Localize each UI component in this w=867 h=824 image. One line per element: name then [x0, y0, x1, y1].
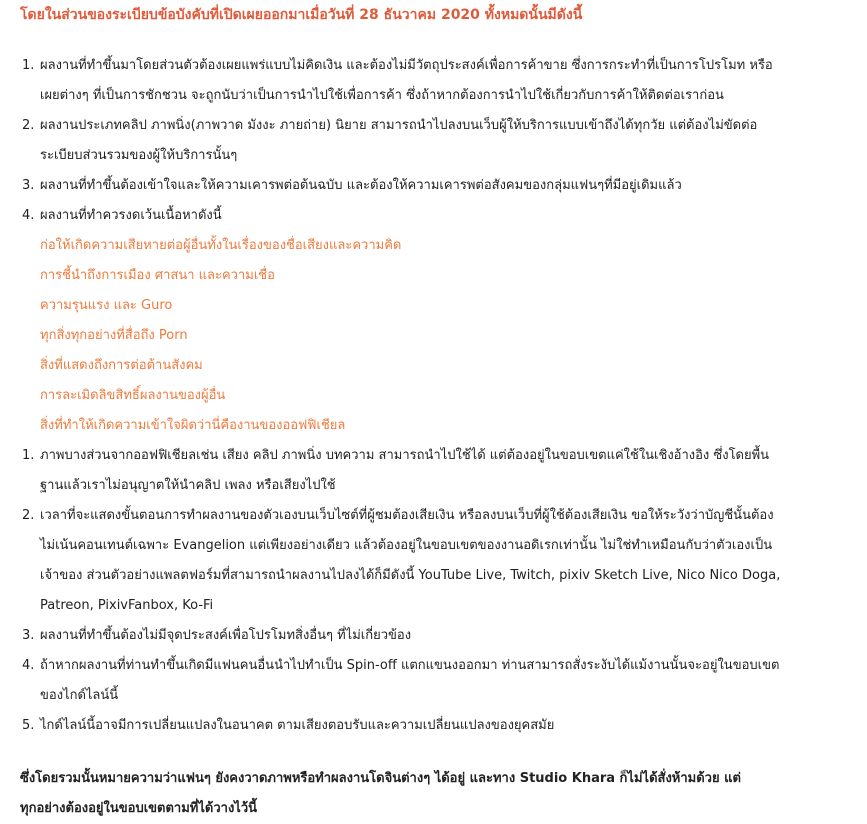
list-item [20, 651, 810, 711]
item-line: ผลงานที่ทำขึ้นมาโดยส่วนตัวต้องเผยแพร่แบบไม่คิดเงิน และต้องไม่มีวัตถุประสงค์เพื่อการค้าขาย ซึ่งการกระทำที่เป็นการโปรโมท หรือ [40, 58, 773, 73]
item-line: ฐานแล้วเราไม่อนุญาตให้นำคลิป เพลง หรือเสียงไปใช้ [40, 478, 336, 493]
item-line: ผลงานที่ทำขึ้นต้องเข้าใจและให้ความเคารพต่อต้นฉบับ และต้องให้ความเคารพต่อสังคมของกลุ่มแฟนๆที่มีอยู่เดิมแล้ว [40, 178, 682, 193]
closing-paragraph [20, 764, 820, 824]
list-item [20, 441, 810, 501]
item-line: เจ้าของ ส่วนตัวอย่างแพลตฟอร์มที่สามารถนำผลงานไปลงได้ก็มีดังนี้ YouTube Live, Twitch, pixiv Sketch Live, Nico Nico Doga, [40, 568, 781, 583]
restricted-content-item: การชี้นำถึงการเมือง ศาสนา และความเชื่อ [40, 268, 275, 283]
list-item [20, 171, 810, 201]
item-number: 2. [22, 118, 35, 133]
item-line: ผลงานประเภทคลิป ภาพนิ่ง(ภาพวาด มังงะ ภายถ่าย) นิยาย สามารถนำไปลงบนเว็บผู้ให้บริการแบบเข้าถึงได้ทุกวัย แต่ต้องไม่ขัดต่อ [40, 118, 758, 133]
list-item [20, 501, 810, 621]
restricted-content-item: การละเมิดลิขสิทธิ์ผลงานของผู้อื่น [40, 388, 226, 403]
list-item [20, 111, 810, 171]
item-line: Patreon, PixivFanbox, Ko-Fi [40, 598, 214, 613]
restricted-content-item: ทุกสิ่งทุกอย่างที่สื่อถึง Porn [40, 328, 188, 343]
guideline-list-b [20, 441, 810, 741]
list-item [20, 201, 810, 231]
item-line: เผยต่างๆ ที่เป็นการชักชวน จะถูกนับว่าเป็นการนำไปใช้เพื่อการค้า ซึ่งถ้าหากต้องการนำไปใช้เกี่ยวกับการค้าให้ติดต่อเราก่อน [40, 88, 724, 103]
item-number: 2. [22, 508, 35, 523]
item-number: 3. [22, 178, 35, 193]
item-line: ผลงานที่ทำขึ้นต้องไม่มีจุดประสงค์เพื่อโปรโมทสิ่งอื่นๆ ที่ไม่เกี่ยวข้อง [40, 628, 412, 643]
closing-line: ซึ่งโดยรวมนั้นหมายความว่าแฟนๆ ยังคงวาดภาพหรือทำผลงานโดจินต่างๆ ได้อยู่ และทาง Studio Khara ก็ไม่ได้สั่งห้ามด้วย แต่ [20, 771, 741, 786]
guideline-list-a [20, 51, 810, 441]
item-line: ระเบียบส่วนรวมของผู้ให้บริการนั้นๆ [40, 148, 238, 163]
list-item [20, 621, 810, 651]
item-number: 1. [22, 58, 35, 73]
closing-line: ทุกอย่างต้องอยู่ในขอบเขตตามที่ได้วางไว้นี้ [20, 801, 258, 816]
item-line: ของไกด์ไลน์นี้ [40, 688, 119, 703]
item-number: 1. [22, 448, 35, 463]
item-line: ไกด์ไลน์นี้อาจมีการเปลี่ยนแปลงในอนาคต ตามเสียงตอบรับและความเปลี่ยนแปลงของยุคสมัย [40, 718, 555, 733]
guideline-heading: โดยในส่วนของระเบียบข้อบังคับที่เปิดเผยออกมาเมื่อวันที่ 28 ธันวาคม 2020 ทั้งหมดนั้นมีดังนี้ [20, 7, 583, 23]
item-line: เวลาที่จะแสดงขั้นตอนการทำผลงานของตัวเองบนเว็บไซต์ที่ผู้ชมต้องเสียเงิน หรือลงบนเว็บที่ผู้ใช้ต้องเสียเงิน ขอให้ระวังว่าบัญชีนั้นต้อง [40, 508, 774, 523]
item-line: ไม่เน้นคอนเทนต์เฉพาะ Evangelion แต่เพียงอย่างเดียว แล้วต้องอยู่ในขอบเขตของงานอดิเรกเท่านั้น ไม่ใช่ทำเหมือนกับว่าตัวเองเป็น [40, 538, 773, 553]
item-number: 4. [22, 208, 35, 223]
list-item [20, 711, 810, 741]
item-number: 3. [22, 628, 35, 643]
item-line: ภาพบางส่วนจากออฟฟิเชียลเช่น เสียง คลิป ภาพนิ่ง บทความ สามารถนำไปใช้ได้ แต่ต้องอยู่ในขอบเขตแค่ใช้ในเชิงอ้างอิง ซึ่งโดยพื้น [40, 448, 770, 463]
item-line: ถ้าหากผลงานที่ท่านทำขึ้นเกิดมีแฟนคนอื่นนำไปทำเป็น Spin-off แตกแขนงออกมา ท่านสามารถสั่งระงับได้แม้งานนั้นจะอยู่ในขอบเขต [40, 658, 780, 673]
restricted-content-item: สิ่งที่ทำให้เกิดความเข้าใจผิดว่านี่คืองานของออฟฟิเชียล [40, 418, 346, 433]
item-number: 4. [22, 658, 35, 673]
item-line: ผลงานที่ทำควรงดเว้นเนื้อหาดังนี้ [40, 208, 222, 223]
list-item [20, 51, 810, 111]
item-number: 5. [22, 718, 35, 733]
restricted-content-item: ก่อให้เกิดความเสียหายต่อผู้อื่นทั้งในเรื่องของชื่อเสียงและความคิด [40, 238, 402, 253]
restricted-content-item: ความรุนแรง และ Guro [40, 298, 173, 313]
restricted-content-item: สิ่งที่แสดงถึงการต่อต้านสังคม [40, 358, 203, 373]
